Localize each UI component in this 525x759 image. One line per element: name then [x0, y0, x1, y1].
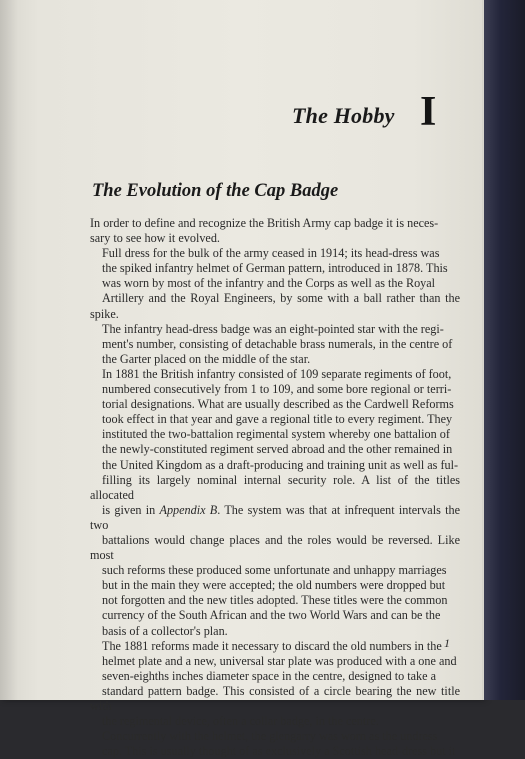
- page-number: 1: [444, 636, 450, 650]
- section-title: The Evolution of the Cap Badge: [92, 181, 339, 201]
- appendix-reference: Appendix B: [159, 502, 218, 517]
- paragraph: [90, 246, 460, 367]
- text-line: cap. This is usually thought of as exclusively a Scottish head-dress but it: [102, 744, 456, 759]
- text-line: but in the main they were accepted; the old numbers were dropped but: [102, 578, 446, 593]
- text-line: standard pattern badge. This consisted of a circle bearing the new title with: [90, 683, 460, 713]
- paragraph: [90, 639, 460, 730]
- text-line: the newly-constituted regiment served abroad and the other remained in: [102, 442, 453, 457]
- book-cover-edge: [484, 0, 525, 700]
- text-line: sary to see how it evolved.: [90, 231, 220, 246]
- text-line: Concurrently with the helmet, the glengarry was worn as the undress: [102, 729, 438, 744]
- gutter-shadow: [0, 0, 18, 700]
- text-line: not forgotten and the new titles adopted. These titles were the common: [102, 593, 448, 608]
- text-line: torial designations. What are usually described as the Cardwell Reforms: [102, 397, 454, 412]
- text-line: took effect in that year and gave a regional title to every regiment. They: [102, 412, 453, 427]
- text-line: In order to define and recognize the British Army cap badge it is neces-: [90, 216, 439, 230]
- text-line: was worn by most of the infantry and the Corps as well as the Royal: [102, 276, 436, 291]
- text-line: the Garter placed on the middle of the star.: [102, 351, 311, 366]
- text-line: Artillery and the Royal Engineers, by some with a ball rather than the spike.: [90, 291, 460, 321]
- paragraph: [90, 216, 460, 246]
- text-line: numbered consecutively from 1 to 109, and some bore regional or terri-: [102, 382, 452, 397]
- body-text: [90, 216, 460, 759]
- text-line: the United Kingdom as a draft-producing and training unit as well as ful-: [102, 457, 459, 472]
- text-line: the regimental device, often a collar badge, in the centre.: [102, 714, 379, 729]
- text-line: The 1881 reforms made it necessary to discard the old numbers in the: [102, 638, 442, 653]
- text-line: battalions would change places and the roles would be reversed. Like most: [90, 532, 460, 563]
- text-line: In 1881 the British infantry consisted of 109 separate regiments of foot,: [102, 366, 452, 381]
- text-line: basis of a collector's plan.: [102, 623, 228, 638]
- chapter-title: The Hobby: [292, 103, 395, 128]
- text-line: The infantry head-dress badge was an eight-pointed star with the regi-: [102, 321, 444, 336]
- text-line: instituted the two-battalion regimental system whereby one battalion of: [102, 427, 450, 442]
- text-line: the spiked infantry helmet of German pattern, introduced in 1878. This: [102, 261, 448, 276]
- text-line: such reforms these produced some unfortunate and unhappy marriages: [102, 563, 447, 578]
- paragraph: [90, 729, 460, 759]
- text-line: is given in Appendix B. The system was that at infrequent intervals the two: [90, 502, 460, 532]
- text-line: currency of the South African and the two World Wars and can be the: [102, 608, 441, 623]
- text-line: seven-eighths inches diameter space in the centre, designed to take a: [102, 668, 437, 683]
- paragraph: [90, 367, 460, 639]
- text-line: filling its largely nominal internal security role. A list of the titles allocated: [90, 472, 460, 502]
- text-line: helmet plate and a new, universal star plate was produced with a one and: [102, 653, 457, 668]
- text-line: Full dress for the bulk of the army ceased in 1914; its head-dress was: [102, 246, 440, 261]
- text-line: ment's number, consisting of detachable brass numerals, in the centre of: [102, 336, 453, 351]
- chapter-number: I: [420, 89, 437, 135]
